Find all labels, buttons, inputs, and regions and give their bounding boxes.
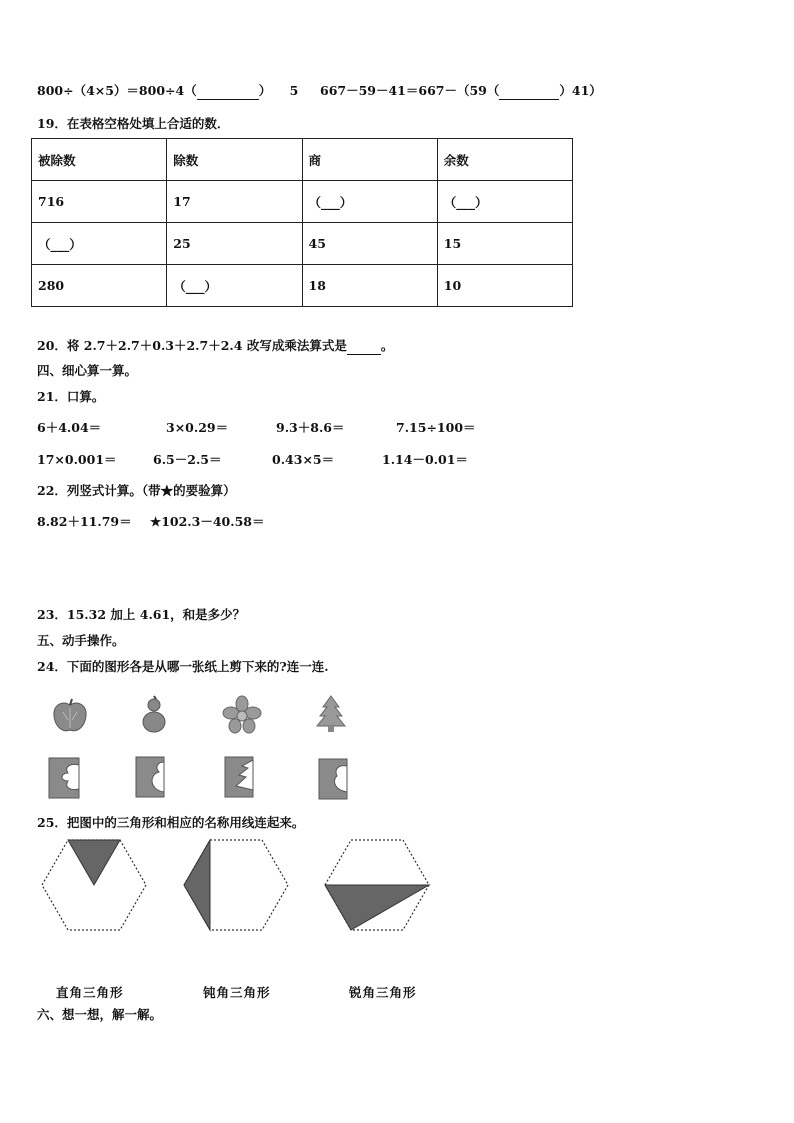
- q22-title: 22．列竖式计算。（带★的要验算）: [37, 483, 236, 498]
- paper-tree-cut-icon[interactable]: [224, 756, 254, 798]
- table-cell: 25: [167, 223, 302, 265]
- q20: 20．将 2.7＋2.7＋0.3＋2.7＋2.4 改写成乘法算式是 。: [37, 338, 394, 353]
- paper-flower-cut-icon[interactable]: [48, 757, 80, 799]
- label-right-triangle[interactable]: 直角三角形: [56, 985, 124, 1000]
- answer-blank[interactable]: [499, 83, 559, 100]
- paper-gourd-cut-icon[interactable]: [135, 756, 165, 798]
- division-table: [31, 138, 573, 307]
- q23: 23．15.32 加上 4.61，和是多少？: [37, 607, 246, 622]
- q25-title: 25．把图中的三角形和相应的名称用线连起来。: [37, 815, 305, 830]
- table-cell-blank[interactable]: （___）: [32, 223, 167, 265]
- table-cell: 716: [32, 181, 167, 223]
- flower-shape-icon[interactable]: [222, 695, 262, 735]
- table-cell: 15: [437, 223, 572, 265]
- table-row: [32, 181, 573, 223]
- answer-blank[interactable]: [197, 83, 259, 100]
- section-4-heading: 四、细心算一算。: [37, 363, 138, 378]
- table-cell: 18: [302, 265, 437, 307]
- q18-left: 800÷（4×5）＝800÷4（ ） 5: [37, 83, 299, 98]
- table-cell-blank[interactable]: （___）: [302, 181, 437, 223]
- table-row: [32, 265, 573, 307]
- paper-apple-cut-icon[interactable]: [318, 758, 348, 800]
- oral-calc-item: 3×0.29＝: [166, 420, 229, 435]
- apple-shape-icon[interactable]: [50, 696, 90, 736]
- oral-calc-item: 9.3＋8.6＝: [276, 420, 345, 435]
- hexagon-acute-triangle-figure[interactable]: [323, 838, 431, 932]
- oral-calc-item: 6＋4.04＝: [37, 420, 102, 435]
- oral-calc-item: 6.5－2.5＝: [153, 452, 222, 467]
- hexagon-obtuse-triangle-figure[interactable]: [182, 838, 290, 932]
- q21-title: 21．口算。: [37, 389, 105, 404]
- oral-calc-item: 1.14－0.01＝: [382, 452, 468, 467]
- table-header-cell: 被除数: [32, 139, 167, 181]
- tree-shape-icon[interactable]: [315, 694, 347, 734]
- section-6-heading: 六、想一想，解一解。: [37, 1007, 163, 1022]
- table-header-row: [32, 139, 573, 181]
- table-row: [32, 223, 573, 265]
- label-acute-triangle[interactable]: 锐角三角形: [349, 985, 417, 1000]
- q18-right: 667－59－41＝667－（59（ ）41）: [320, 83, 602, 98]
- table-cell: 10: [437, 265, 572, 307]
- table-cell: 17: [167, 181, 302, 223]
- table-cell: 45: [302, 223, 437, 265]
- oral-calc-item: 0.43×5＝: [272, 452, 335, 467]
- q24-title: 24．下面的图形各是从哪一张纸上剪下来的?连一连.: [37, 659, 329, 674]
- gourd-shape-icon[interactable]: [137, 694, 171, 734]
- section-5-heading: 五、动手操作。: [37, 633, 125, 648]
- oral-calc-item: 17×0.001＝: [37, 452, 117, 467]
- table-cell-blank[interactable]: （___）: [167, 265, 302, 307]
- vertical-calc-item: ★102.3－40.58＝: [150, 514, 265, 529]
- label-obtuse-triangle[interactable]: 钝角三角形: [203, 985, 271, 1000]
- vertical-calc-item: 8.82＋11.79＝: [37, 514, 132, 529]
- answer-blank[interactable]: [347, 338, 381, 355]
- table-header-cell: 余数: [437, 139, 572, 181]
- table-cell-blank[interactable]: （___）: [437, 181, 572, 223]
- table-header-cell: 除数: [167, 139, 302, 181]
- hexagon-right-triangle-figure[interactable]: [40, 838, 148, 932]
- oral-calc-item: 7.15÷100＝: [396, 420, 476, 435]
- table-header-cell: 商: [302, 139, 437, 181]
- table-cell: 280: [32, 265, 167, 307]
- q19-title: 19．在表格空格处填上合适的数．: [37, 116, 230, 131]
